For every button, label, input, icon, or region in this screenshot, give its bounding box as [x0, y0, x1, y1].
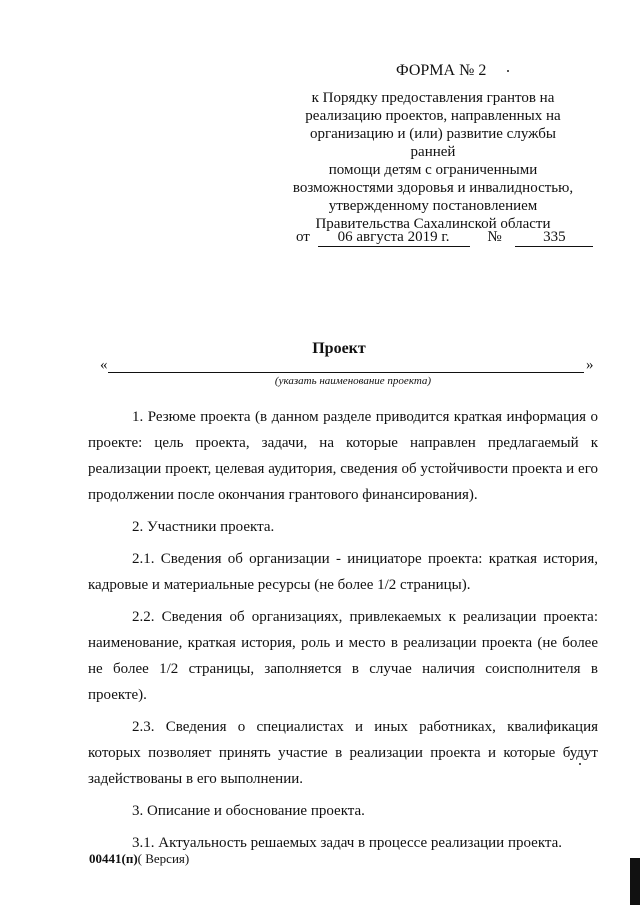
header-line: утвержденному постановлением [328, 198, 538, 214]
header-line: возможностями здоровья и инвалидностью, [292, 180, 574, 196]
form-title: ФОРМА № 2 [396, 62, 487, 79]
paragraph: 2.3. Сведения о специалистах и иных работниках, квалификация которых позволяет принять участие в реализации проекта и которые будут задействованы в его выполнении. [88, 719, 598, 787]
number-prefix: № [487, 229, 502, 245]
document-body [88, 404, 598, 862]
project-name-hint: (указать наименование проекта) [274, 375, 432, 387]
header-line: помощи детям с ограниченными [328, 162, 538, 178]
project-name-field [108, 372, 584, 373]
scan-speck [507, 70, 509, 72]
decree-number: 335 [515, 229, 593, 247]
decree-date: 06 августа 2019 г. [318, 229, 470, 247]
header-line: реализацию проектов, направленных на [305, 108, 561, 124]
scan-speck [579, 763, 581, 765]
date-prefix: от [296, 229, 310, 245]
paragraph: 2. Участники проекта. [132, 519, 275, 535]
quote-open: « [100, 357, 108, 373]
paragraph: 1. Резюме проекта (в данном разделе приводится краткая информация о проекте: цель проекта, задачи, на которые направлен предлагаемый к реализации проект, целевая аудитория, сведения об устойчивости проекта и его продолжении после окончания грантового финансирования). [88, 409, 598, 503]
footer [89, 851, 189, 867]
header-reference [288, 89, 578, 233]
header-line: к Порядку предоставления грантов на [311, 90, 555, 106]
paragraph: 3.1. Актуальность решаемых задач в процессе реализации проекта. [132, 835, 563, 851]
paragraph: 2.1. Сведения об организации - инициаторе проекта: краткая история, кадровые и материальные ресурсы (не более 1/2 страницы). [88, 551, 598, 593]
header-line: организацию и (или) развитие службы ранней [309, 126, 557, 160]
quote-close: » [586, 357, 594, 373]
decree-date-number [296, 229, 593, 247]
scan-edge-mark [630, 858, 640, 905]
document-code: 00441(п) [89, 851, 138, 866]
paragraph: 2.2. Сведения об организациях, привлекаемых к реализации проекта: наименование, краткая история, роль и место в реализации проекта (не более не более 1/2 страницы, заполняется в случае наличия соисполнителя в проекте). [88, 609, 598, 703]
document-version: ( Версия) [137, 851, 190, 866]
project-title: Проект [312, 340, 366, 357]
header-line: Правительства Сахалинской области [315, 216, 551, 232]
paragraph: 3. Описание и обоснование проекта. [132, 803, 365, 819]
